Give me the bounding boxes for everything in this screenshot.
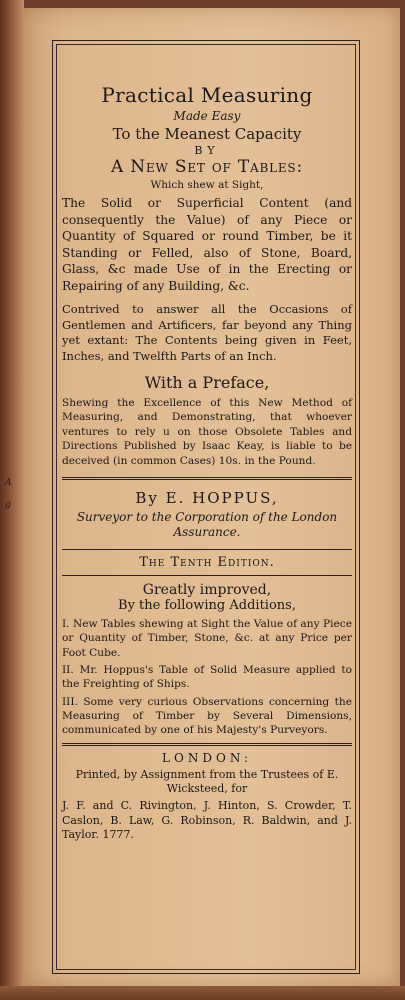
spine-mark: A — [5, 478, 12, 488]
book-spine — [0, 0, 24, 1000]
additions-line: By the following Additions, — [118, 598, 296, 614]
tables-heading: A New Set of Tables: — [111, 156, 303, 177]
subtitle: To the Meanest Capacity — [112, 124, 302, 143]
imprint-printed: Printed, by Assignment from the Trustees of E. Wicksteed, for — [75, 768, 339, 796]
book-title: Practical Measuring — [101, 83, 313, 107]
book-edge — [0, 986, 405, 1000]
contrived-text: Contrived to answer all the Occasions of Gentlemen and Artificers, far beyond any Thing yet extant: The Contents being given in Feet, Inches, and Twelfth Parts of an Inch. — [62, 302, 352, 363]
divider — [62, 743, 352, 746]
preface-heading: With a Preface, — [144, 373, 270, 393]
divider — [62, 549, 352, 550]
imprint-printers: J. F. and C. Rivington, J. Hinton, S. Crowder, T. Caslon, B. Law, G. Robinson, R. Baldwin, and J. Taylor. 1777. — [62, 798, 352, 842]
edition-line: The Tenth Edition. — [139, 555, 275, 571]
title-page-text — [62, 50, 352, 843]
author-description: Surveyor to the Corporation of the London Assurance. — [76, 509, 338, 540]
author-line: By E. HOPPUS, — [135, 488, 279, 507]
which-shew: Which shew at Sight, — [150, 179, 264, 192]
additions-item: III. Some very curious Observations concerning the Measuring of Timber by Several Dimensions, communicated by one of his Majesty's Purveyors. — [62, 695, 352, 737]
description-text: The Solid or Superficial Content (and consequently the Value) of any Piece or Quantity of Squared or round Timber, be it Standing or Felled, also of Stone, Board, Glass, &c made Use of in the Erecting or Repairing of any Building, &c. — [62, 196, 352, 293]
additions-item: II. Mr. Hoppus's Table of Solid Measure applied to the Freighting of Ships. — [62, 663, 352, 691]
by-line: BY — [194, 144, 220, 158]
imprint-city: LONDON: — [162, 751, 252, 766]
divider — [62, 575, 352, 576]
subtitle-italic: Made Easy — [173, 109, 241, 123]
additions-item: I. New Tables shewing at Sight the Value of any Piece or Quantity of Timber, Stone, &c. at any Price per Foot Cube. — [62, 618, 352, 659]
improved-line: Greatly improved, — [142, 581, 272, 598]
preface-text: Shewing the Excellence of this New Method of Measuring, and Demonstrating, that whoever ventures to rely u on those Obsolete Tables and Directions Published by Isaac Keay, is liable to be deceived (in common Cases) 10s. in the Pound. — [62, 396, 352, 467]
spine-mark: g — [5, 500, 11, 510]
divider — [62, 477, 352, 480]
